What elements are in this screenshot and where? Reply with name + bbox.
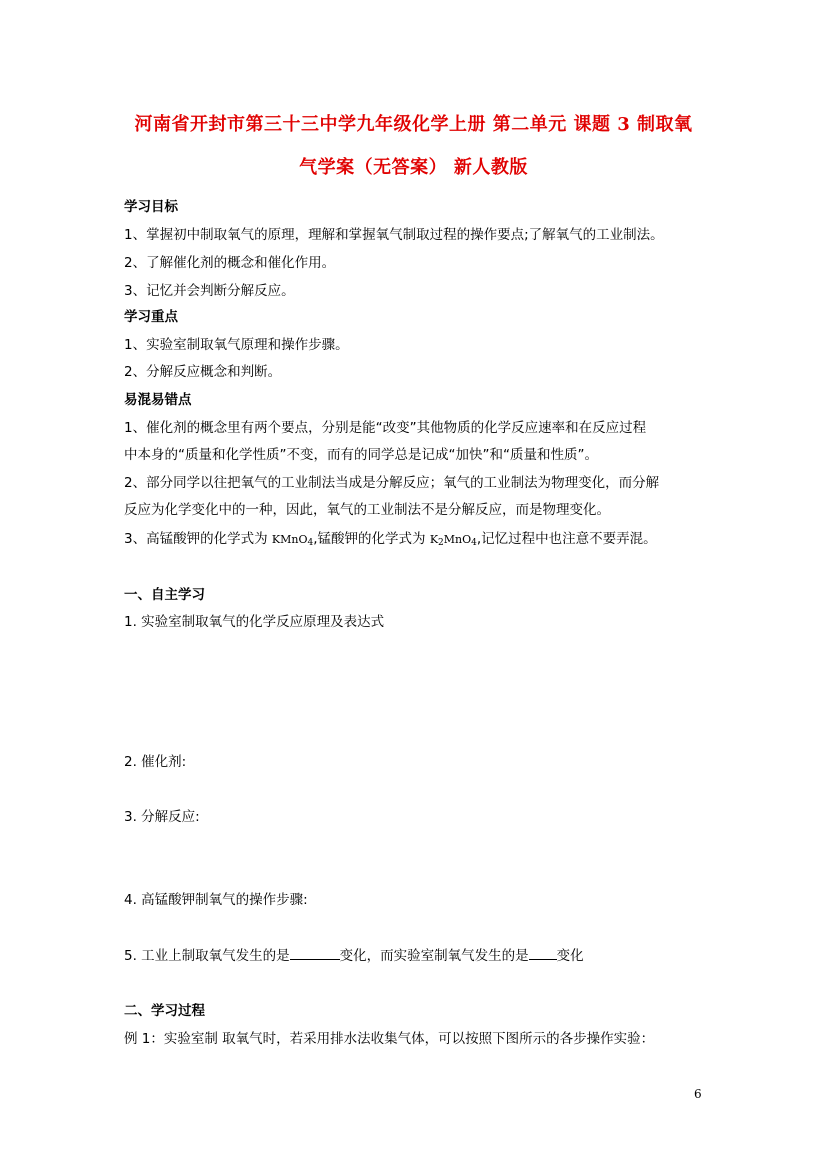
mistake-item-3-mid: ,锰酸钾的化学式为 bbox=[313, 531, 430, 547]
question-5-post: 变化 bbox=[556, 948, 584, 964]
page-number: 6 bbox=[694, 1087, 702, 1101]
mistake-item-1-line-1: 1、催化剂的概念里有两个要点，分别是能“改变”其他物质的化学反应速率和在反应过程 bbox=[124, 420, 647, 436]
mistakes-heading: 易混易错点 bbox=[124, 392, 192, 408]
section-2-heading: 二、学习过程 bbox=[124, 1003, 205, 1019]
example-1: 例 1：实验室制 取氧气时，若采用排水法收集气体，可以按照下图所示的各步操作实验： bbox=[124, 1031, 655, 1047]
question-3: 3. 分解反应: bbox=[124, 809, 200, 825]
mistake-item-2-line-2: 反应为化学变化中的一种，因此，氧气的工业制法不是分解反应，而是物理变化。 bbox=[124, 502, 610, 518]
formula-kmno4-base: KMnO bbox=[271, 533, 308, 546]
goal-item-2: 2、了解催化剂的概念和催化作用。 bbox=[124, 255, 336, 271]
question-5-mid: 变化，而实验室制氧气发生的是 bbox=[339, 948, 529, 964]
question-5-pre: 5. 工业上制取氧气发生的是 bbox=[124, 948, 290, 964]
question-5-blank-1[interactable] bbox=[290, 945, 340, 960]
document-title-line-2: 气学案（无答案） 新人教版 bbox=[299, 157, 528, 178]
question-2: 2. 催化剂: bbox=[124, 754, 187, 770]
goal-item-1: 1、掌握初中制取氧气的原理，理解和掌握氧气制取过程的操作要点;了解氧气的工业制法。 bbox=[124, 227, 664, 243]
question-1: 1. 实验室制取氧气的化学反应原理及表达式 bbox=[124, 614, 385, 630]
mistake-item-3 bbox=[124, 527, 657, 548]
key-points-heading: 学习重点 bbox=[124, 309, 178, 325]
mistake-item-2-line-1: 2、部分同学以往把氧气的工业制法当成是分解反应；氧气的工业制法为物理变化，而分解 bbox=[124, 475, 660, 491]
formula-k2mno4 bbox=[430, 533, 477, 546]
formula-k2mno4-k: K bbox=[429, 533, 439, 546]
formula-k2mno4-k-subscript: 2 bbox=[438, 538, 444, 548]
question-5 bbox=[124, 944, 584, 964]
key-point-item-2: 2、分解反应概念和判断。 bbox=[124, 364, 282, 380]
question-5-blank-2[interactable] bbox=[529, 945, 557, 960]
question-4: 4. 高锰酸钾制氧气的操作步骤: bbox=[124, 892, 308, 908]
key-point-item-1: 1、实验室制取氧气原理和操作步骤。 bbox=[124, 337, 349, 353]
formula-k2mno4-mno-subscript: 4 bbox=[471, 538, 477, 548]
formula-k2mno4-mno: MnO bbox=[443, 533, 472, 546]
formula-kmno4 bbox=[272, 533, 313, 546]
mistake-item-1-line-2: 中本身的“质量和化学性质”不变，而有的同学总是记成“加快”和“质量和性质”。 bbox=[124, 447, 598, 463]
mistake-item-3-pre: 3、高锰酸钾的化学式为 bbox=[124, 531, 272, 547]
section-1-heading: 一、自主学习 bbox=[124, 587, 205, 603]
goal-item-3: 3、记忆并会判断分解反应。 bbox=[124, 283, 295, 299]
formula-kmno4-subscript: 4 bbox=[307, 538, 314, 548]
document-title-line-1: 河南省开封市第三十三中学九年级化学上册 第二单元 课题 3 制取氧 bbox=[134, 114, 693, 135]
mistake-item-3-post: ,记忆过程中也注意不要弄混。 bbox=[476, 531, 657, 547]
goals-heading: 学习目标 bbox=[124, 199, 178, 215]
